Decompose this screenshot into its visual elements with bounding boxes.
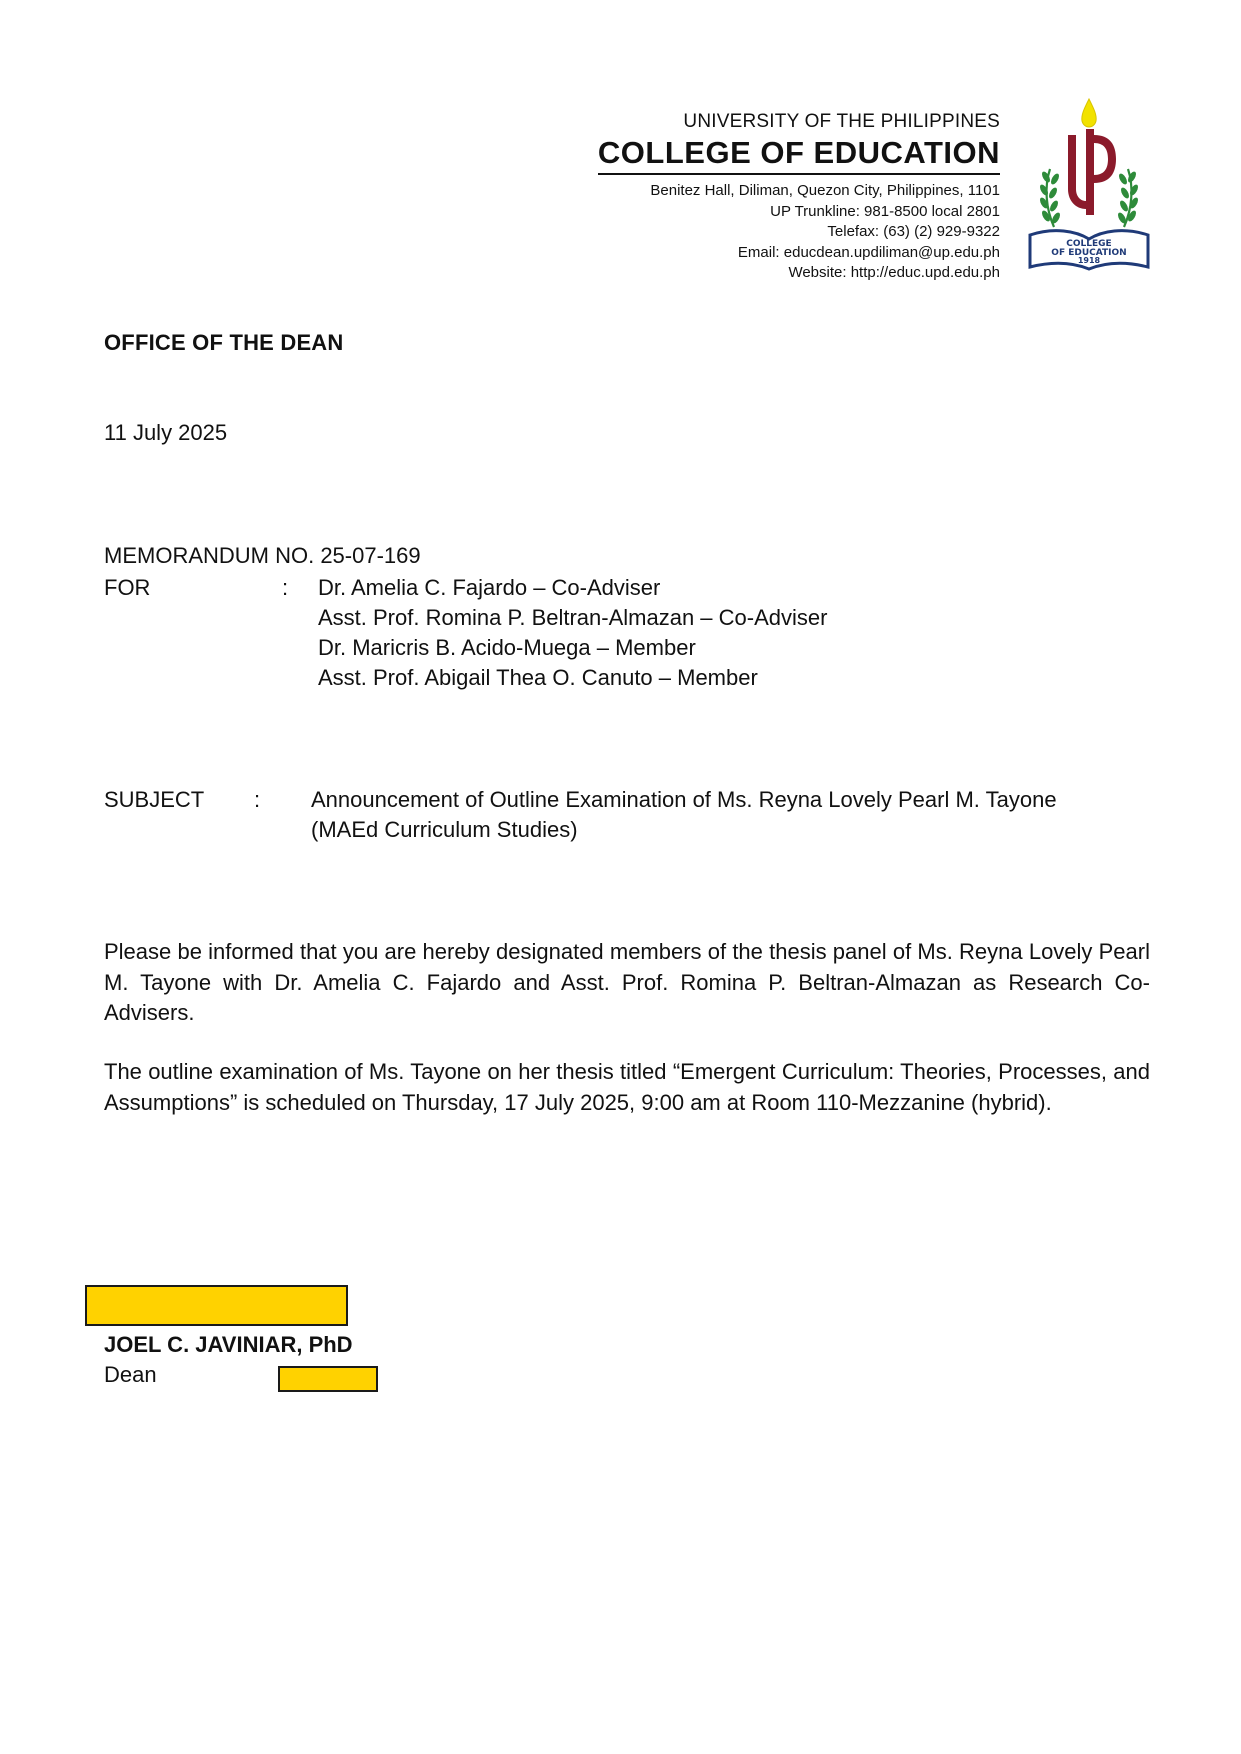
website-line: Website: http://educ.upd.edu.ph — [788, 264, 1000, 281]
for-label: FOR — [104, 575, 151, 600]
subject-line: Announcement of Outline Examination of Ms. Reyna Lovely Pearl M. Tayone — [311, 787, 1057, 812]
subject-text — [311, 785, 1141, 845]
recipient-list — [318, 573, 827, 693]
subject-colon: : — [254, 787, 261, 812]
university-name: UNIVERSITY OF THE PHILIPPINES — [683, 111, 1000, 132]
memo-number: MEMORANDUM NO. 25-07-169 — [104, 543, 421, 568]
signature-redaction — [85, 1285, 348, 1326]
address-line: Benitez Hall, Diliman, Quezon City, Philippines, 1101 — [650, 182, 1000, 199]
trunkline-line: UP Trunkline: 981-8500 local 2801 — [770, 202, 1000, 220]
subject-label: SUBJECT — [104, 787, 205, 812]
college-name: COLLEGE OF EDUCATION — [598, 134, 1000, 175]
telefax-line: Telefax: (63) (2) 929-9322 — [827, 223, 1000, 240]
recipient-item: Dr. Maricris B. Acido-Muega – Member — [318, 635, 696, 660]
logo-year: 1918 — [1077, 256, 1101, 265]
recipient-item: Asst. Prof. Romina P. Beltran-Almazan – Co-Adviser — [318, 605, 828, 630]
body-paragraph-1: Please be informed that you are hereby designated members of the thesis panel of Ms. Reyna Lovely Pearl M. Tayone with Dr. Amelia C. Fajardo and Asst. Prof. Romina P. Beltran-Almazan as Research Co-Advisers. — [104, 939, 1150, 1025]
letterhead — [400, 110, 1000, 284]
subject-line: (MAEd Curriculum Studies) — [311, 817, 578, 842]
memo-date: 11 July 2025 — [104, 420, 228, 445]
initial-redaction — [278, 1366, 378, 1392]
logo-text-line1: COLLEGE — [1066, 239, 1112, 249]
logo-text-line2: OF EDUCATION — [1051, 248, 1127, 258]
for-colon: : — [282, 575, 289, 600]
recipient-item: Dr. Amelia C. Fajardo – Co-Adviser — [318, 575, 661, 600]
recipient-item: Asst. Prof. Abigail Thea O. Canuto – Member — [318, 665, 758, 690]
signer-title: Dean — [104, 1362, 157, 1387]
email-line: Email: educdean.updiliman@up.edu.ph — [737, 243, 1000, 261]
signer-name: JOEL C. JAVINIAR, PhD — [104, 1332, 353, 1357]
college-logo — [1024, 97, 1154, 273]
office-heading: OFFICE OF THE DEAN — [104, 330, 344, 355]
body-paragraph-2: The outline examination of Ms. Tayone on her thesis titled “Emergent Curriculum: Theories, Processes, and Assumptions” is scheduled on Thursday, 17 July 2025, 9:00 am at Room 110-Mezzanine (hybrid). — [104, 1059, 1150, 1115]
